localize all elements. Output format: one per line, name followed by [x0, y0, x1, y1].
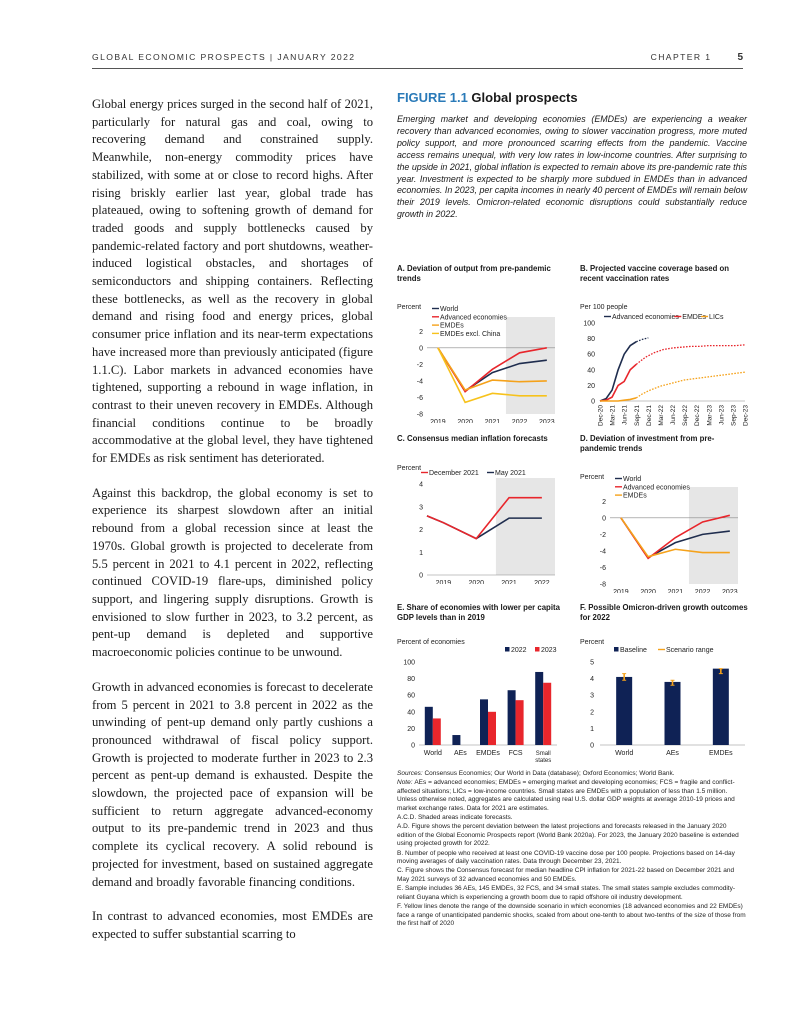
- panel-f-xtick: World: [615, 750, 634, 758]
- note-text: C. Figure shows the Consensus forecast for median headline CPI inflation for 2021-22 based on December 2021 and May 2021 surveys of 32 advanced economies and 50 EMDEs.: [397, 867, 735, 883]
- panel-f-ytick: 4: [590, 676, 594, 684]
- panel-b-series-advanced-economies-actual: [600, 342, 636, 401]
- panel-b-xtick: Dec-22: [694, 405, 702, 427]
- legend-label: May 2021: [495, 469, 526, 477]
- panel-f-bar-baseline: [665, 682, 681, 745]
- panel-e-ytick: 80: [407, 676, 415, 684]
- legend-label: LICs: [709, 314, 724, 322]
- panel-a-ylabel: Percent: [397, 304, 422, 312]
- panel-d-xtick: 2019: [613, 589, 629, 594]
- panel-a-ytick: 0: [419, 345, 423, 353]
- panel-f-title: F. Possible Omicron-driven growth outcomes for 2022: [580, 603, 748, 622]
- panel-b-xtick: Mar-21: [609, 405, 617, 426]
- body-text-column: [92, 96, 373, 961]
- panel-d-ytick: -2: [599, 532, 606, 540]
- panel-e-bar-2023: [433, 719, 441, 746]
- panel-b-ytick: 60: [587, 351, 595, 359]
- note-text: A.D. Figure shows the percent deviation between the latest projections and forecasts released in the January 2020 edition of the Global Economic Prospects report (World Bank 2020a). For 2023, the January 2020 baseline is extended using projected growth for 2022.: [397, 823, 739, 848]
- panel-a-ytick: -6: [416, 395, 423, 403]
- panel-b-xtick: Mar-22: [657, 405, 665, 426]
- panel-c-title: C. Consensus median inflation forecasts: [397, 434, 548, 443]
- figure-notes: [397, 770, 747, 929]
- note-line: [397, 885, 747, 902]
- panel-b-xtick: Sep-22: [682, 405, 690, 427]
- panel-e-ytick: 0: [411, 742, 415, 750]
- panel-b-xtick: Dec-23: [742, 405, 750, 427]
- panel-a-xtick: 2021: [484, 419, 501, 424]
- panel-f-ytick: 1: [590, 726, 594, 734]
- paragraph-4: In contrast to advanced economies, most EMDEs are expected to suffer substantial scarring to: [92, 909, 373, 941]
- panel-a: [397, 264, 562, 423]
- panel-c-xtick: 2019: [435, 579, 452, 584]
- panel-b-xtick: Dec-21: [645, 405, 653, 427]
- panel-c-ytick: 0: [419, 572, 423, 580]
- panel-e-bar-2022: [508, 690, 516, 745]
- panel-e-bar-2022: [535, 672, 543, 745]
- panel-b-ytick: 100: [583, 320, 595, 328]
- panel-d-xtick: 2020: [640, 589, 656, 594]
- panel-f-xtick: AEs: [666, 750, 679, 758]
- panel-b: [580, 264, 750, 433]
- note-text: A.C.D. Shaded areas indicate forecasts.: [397, 814, 513, 822]
- legend-label: Advanced economies: [612, 314, 679, 322]
- legend-label: EMDEs: [440, 322, 464, 330]
- figure-description: Emerging market and developing economies (EMDEs) are experiencing a weaker recovery than advanced economies, owing to slower vaccination progress, more muted policy support, and more pronounced scarring effects from the pandemic. Vaccine access remains unequal, with very low rates in low-income countries. After surprising to the upside in 2021, global inflation is expected to remain above its pre-pandemic rate this year. Investment is expected to be sharply more subdued in EMDEs than in advanced economies. In 2023, per capita incomes in nearly 40 percent of EMDEs will remain below their 2019 levels. Omicron-related economic disruptions could substantially reduce growth in 2022.: [397, 114, 747, 220]
- panel-c-ytick: 2: [419, 526, 423, 534]
- panel-b-series-advanced-economies-projected: [636, 338, 648, 342]
- legend-label: Advanced economies: [623, 484, 690, 492]
- panel-b-ytick: 80: [587, 336, 595, 344]
- panel-e-bar-2023: [516, 700, 524, 745]
- legend-label: World: [440, 306, 459, 314]
- page-number: 5: [737, 52, 743, 63]
- panel-f-chart: [580, 622, 750, 762]
- panel-d-ytick: -4: [599, 548, 606, 556]
- panel-b-ytick: 0: [591, 398, 595, 406]
- figure-title-text: Global prospects: [471, 90, 578, 105]
- panel-d-title: D. Deviation of investment from pre-pandemic trends: [580, 434, 715, 453]
- panel-a-ytick: -4: [416, 378, 423, 386]
- panel-e-xtick: AEs: [453, 750, 467, 758]
- panel-d-xtick: 2021: [667, 589, 684, 594]
- panel-c-ylabel: Percent: [397, 464, 422, 472]
- figure-title: [397, 90, 747, 105]
- panel-d-xtick: 2022: [694, 589, 711, 594]
- legend-swatch: [505, 647, 510, 652]
- panel-b-title: B. Projected vaccine coverage based on recent vaccination rates: [580, 264, 730, 283]
- panel-f-ytick: 2: [590, 709, 594, 717]
- panel-f-bar-baseline: [713, 669, 729, 745]
- panel-b-ytick: 20: [587, 383, 595, 391]
- panel-e-ytick: 100: [403, 659, 415, 667]
- panel-e-chart: [397, 622, 562, 762]
- panel-e-title: E. Share of economies with lower per capita GDP levels than in 2019: [397, 603, 560, 622]
- panel-a-ytick: 2: [419, 328, 423, 336]
- panel-e-bar-2022: [452, 735, 460, 745]
- panel-a-ytick: -2: [416, 362, 423, 370]
- running-header: [92, 52, 743, 66]
- panel-c-xtick: 2021: [501, 579, 517, 584]
- figure-header: [397, 90, 747, 221]
- panel-c-ytick: 1: [419, 549, 423, 557]
- running-header-chapter-block: [651, 52, 743, 63]
- legend-label: 2023: [541, 647, 557, 655]
- panel-e-xtick: FCS: [508, 750, 523, 758]
- panel-d-ytick: 0: [602, 515, 606, 523]
- panel-b-xtick: Sep-21: [633, 405, 641, 427]
- note-line: [397, 814, 747, 822]
- panel-b-ylabel: Per 100 people: [580, 304, 628, 312]
- panel-e-xtick: Small: [535, 751, 551, 758]
- paragraph-1: Global energy prices surged in the second half of 2021, particularly for natural gas and coal, owing to recovering demand and constrained supply. Meanwhile, non-energy commodity prices have stabilized, with some at or close to record highs. After rising briskly earlier last year, global trade has plateaued, owing to softening growth of demand for traded goods and supply bottlenecks caused by pandemic-related factory and port shutdowns, weather-induced logistical obstacles, and shortages of semiconductors and shipping containers. Reflecting these bottlenecks, as well as the recovery in global demand and rising food and energy prices, global consumer price inflation and its near-term expectations have increased more than previously anticipated (figure 1.1.C). Labor markets in advanced economies have tightened, supporting a rebound in wage inflation, in contrast to their uneven recovery in EMDEs. Although financial conditions continue to be broadly accommodative at the global level, they have tightened for EMDEs as risk sentiment has deteriorated.: [92, 97, 373, 466]
- panel-f-xtick: EMDEs: [708, 750, 733, 758]
- chapter-label: CHAPTER 1: [650, 52, 712, 62]
- panel-c-ytick: 3: [419, 503, 423, 511]
- panel-a-xtick: 2020: [457, 419, 473, 424]
- panel-d-xtick: 2023: [722, 589, 738, 594]
- panel-f-bar-baseline: [616, 677, 632, 745]
- panel-a-xtick: 2023: [539, 419, 555, 424]
- panel-d-ylabel: Percent: [580, 474, 605, 482]
- panel-c: [397, 434, 562, 584]
- panel-e-ylabel: Percent of economies: [397, 639, 465, 647]
- note-line: [397, 823, 747, 848]
- legend-label: Baseline: [620, 647, 647, 655]
- legend-label: World: [623, 476, 642, 484]
- legend-label: EMDEs: [682, 314, 707, 322]
- legend-swatch: [535, 647, 540, 652]
- note-text: B. Number of people who received at least one COVID-19 vaccine dose per 100 people. Projections based on 14-day moving averages of daily vaccination rates. Data through December 23, 2021.: [397, 849, 735, 866]
- panel-d-ytick: 2: [602, 498, 606, 506]
- header-rule: [92, 68, 743, 69]
- legend-label: Advanced economies: [440, 314, 507, 322]
- panel-e-xtick: World: [423, 750, 442, 758]
- legend-label: EMDEs: [623, 492, 647, 500]
- note-line: [397, 850, 747, 867]
- panel-f-ylabel: Percent: [580, 639, 605, 647]
- panel-e-xtick: EMDEs: [476, 750, 500, 758]
- panel-a-title: A. Deviation of output from pre-pandemic trends: [397, 264, 551, 283]
- panel-b-xtick: Mar-23: [706, 405, 714, 426]
- panel-a-xtick: 2019: [430, 419, 446, 424]
- panel-e: [397, 603, 562, 762]
- panel-e-bar-2022: [425, 707, 433, 745]
- legend-label: EMDEs excl. China: [440, 331, 501, 339]
- panel-f: [580, 603, 750, 762]
- figure-number: FIGURE 1.1: [397, 90, 468, 105]
- note-text: F. Yellow lines denote the range of the downside scenario in which economies (18 advanced economies and 22 EMDEs) face a range of unanticipated pandemic shocks, scaled from about one-tenth to about two-tenths of the size of those from the first half of 2020: [397, 903, 746, 927]
- note-text: Consensus Economics; Our World in Data (database); Oxford Economics; World Bank.: [424, 770, 675, 777]
- note-label: Note:: [397, 779, 415, 787]
- panel-e-ytick: 20: [407, 726, 415, 734]
- panel-d-ytick: -6: [599, 565, 606, 573]
- legend-label: Scenario range: [666, 647, 714, 655]
- panel-c-xtick: 2020: [468, 579, 485, 584]
- panel-c-forecast-shade: [496, 478, 555, 575]
- panel-a-xtick: 2022: [511, 419, 528, 424]
- panel-f-ytick: 3: [590, 692, 594, 700]
- panel-e-bar-2022: [480, 700, 488, 746]
- panel-b-ytick: 40: [587, 367, 595, 375]
- panel-b-xtick: Jun-22: [670, 405, 677, 426]
- panel-b-xtick: Jun-21: [621, 405, 629, 426]
- paragraph-3: Growth in advanced economies is forecast to decelerate from 5 percent in 2021 to 3.8 percent in 2022 as the unwinding of pent-up demand only partly cushions a pronounced withdrawal of fiscal policy support. Growth is projected to moderate further in 2023 to 2.3 percent as pent-up demand is exhausted. Despite the slowdown, the projected pace of expansion will be sufficient to return aggregate advanced-economy output to its pre-pandemic trend in 2023 and thus complete its cyclical recovery. A solid rebound is projected for investment, based on sustained aggregate demand and broadly favorable financing conditions.: [92, 679, 373, 889]
- legend-swatch: [614, 647, 619, 652]
- panel-c-xtick: 2022: [534, 579, 550, 584]
- panel-b-xtick: Jun-23: [718, 405, 726, 426]
- panel-b-xtick: Sep-23: [730, 405, 738, 427]
- running-header-title: GLOBAL ECONOMIC PROSPECTS | JANUARY 2022: [92, 52, 356, 62]
- note-text: AEs = advanced economies; EMDEs = emerging market and developing economies; FCS = fragile and conflict-affected situations; LICs = low-income countries. Small states are EMDEs with a population of less than 1.5 million. Unless otherwise noted, aggregates are calculated using real U.S. dollar GDP weights at average 2010-19 prices and market exchange rates. Data for 2021 are estimates.: [397, 779, 735, 812]
- panel-a-chart: [397, 283, 562, 423]
- note-line: [397, 770, 747, 778]
- panel-d-chart: [580, 453, 750, 593]
- paragraph-2: Against this backdrop, the global economy is set to experience its sharpest slowdown after an initial rebound from a global recession since at least the 1970s. Global growth is projected to decelerate from 5.5 percent in 2021 to 4.1 percent in 2022, reflecting continued COVID-19 flare-ups, diminished policy support, and lingering supply disruptions. Growth is envisioned to slow further in 2023, to 3.2 percent, as pent-up demand is depleted and supportive macroeconomic policies continue to be unwound.: [92, 485, 373, 660]
- panel-e-ytick: 40: [407, 709, 415, 717]
- note-line: [397, 779, 747, 813]
- panel-b-series-emdes-projected: [636, 345, 745, 365]
- panel-e-bar-2023: [543, 683, 551, 745]
- panel-b-chart: [580, 283, 750, 433]
- note-label: Sources:: [397, 770, 425, 777]
- panel-c-ytick: 4: [419, 481, 423, 489]
- panel-e-ytick: 60: [407, 692, 415, 700]
- panel-f-ytick: 5: [590, 659, 594, 667]
- panel-b-xtick: Dec-20: [597, 405, 605, 427]
- note-text: E. Sample includes 36 AEs, 145 EMDEs, 32 FCS, and 34 small states. The small states sample excludes commodity-reliant Guyana which is experiencing a growth boom due to rapid offshore oil industry development.: [397, 885, 736, 901]
- panel-e-xtick: states: [535, 758, 552, 763]
- note-line: [397, 903, 747, 928]
- legend-label: 2022: [511, 647, 527, 655]
- panel-b-series-lics-projected: [636, 372, 745, 398]
- legend-label: December 2021: [429, 469, 479, 477]
- panel-f-ytick: 0: [590, 742, 594, 750]
- note-line: [397, 867, 747, 884]
- panel-d: [580, 434, 750, 593]
- panel-a-ytick: -8: [416, 411, 423, 419]
- panel-e-bar-2023: [488, 712, 496, 745]
- panel-d-ytick: -8: [599, 581, 606, 589]
- panel-c-chart: [397, 444, 562, 584]
